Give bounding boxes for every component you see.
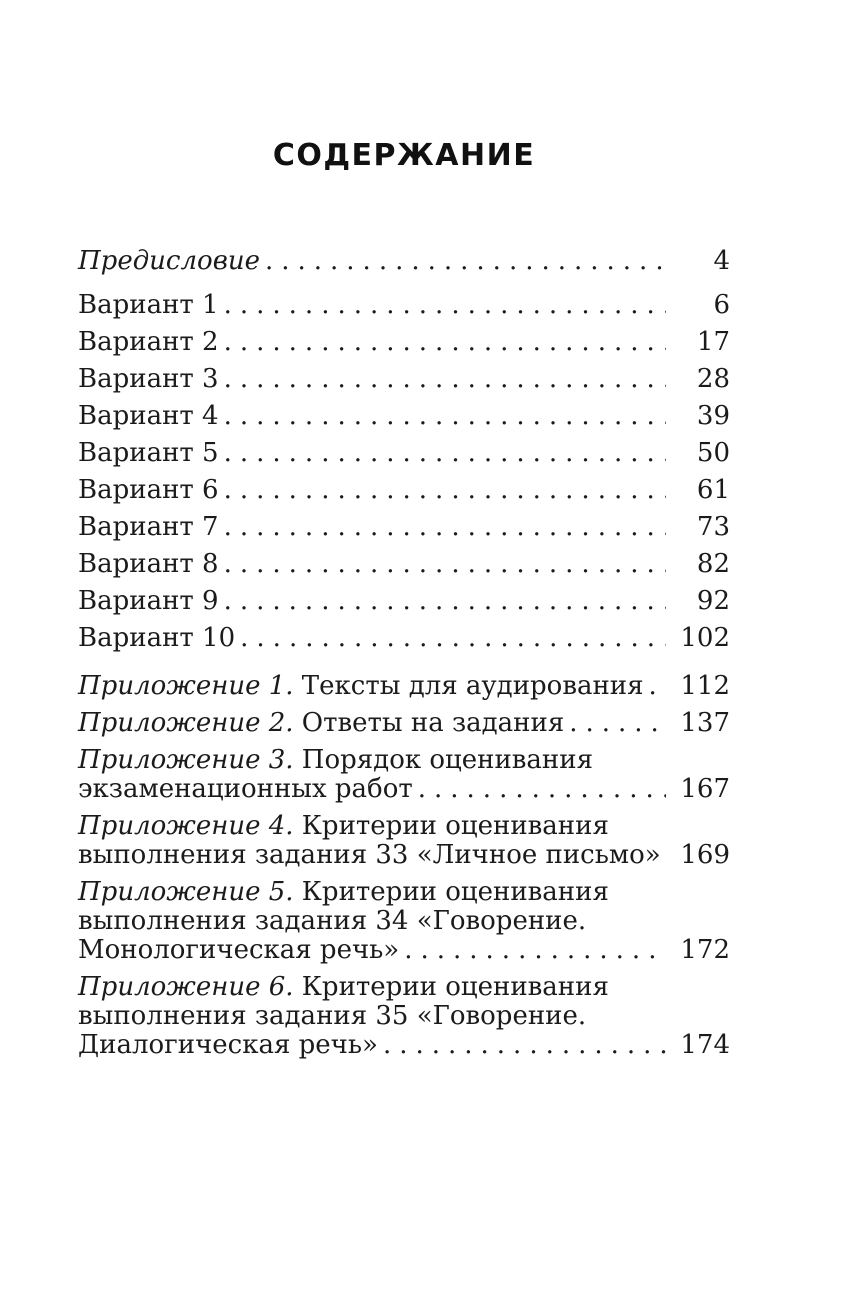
- toc-entry-label: выполнения задания 35 «Говорение.: [78, 1001, 587, 1031]
- page-number: 4: [713, 246, 730, 276]
- toc-entry-line: [78, 513, 730, 542]
- page-number: 174: [680, 1030, 730, 1060]
- toc-entry-label: Критерии оценивания: [293, 877, 609, 907]
- toc-entry-label: Вариант 6: [78, 475, 219, 505]
- page-number: 17: [696, 327, 730, 357]
- page-number: 82: [696, 549, 730, 579]
- toc-entry: [78, 812, 730, 870]
- toc-entry-line: [78, 291, 730, 320]
- page-title: СОДЕРЖАНИЕ: [272, 138, 536, 173]
- toc-entry-label: Тексты для аудирования: [293, 671, 644, 701]
- toc-entry: [78, 365, 730, 394]
- toc-entry: [78, 624, 730, 653]
- toc-entry-line: [78, 439, 730, 468]
- toc-entry-label: Вариант 4: [78, 401, 219, 431]
- page-number: 50: [696, 438, 730, 468]
- toc-entry-label: выполнения задания 33 «Личное письмо»: [78, 840, 661, 870]
- toc-entry: [78, 513, 730, 542]
- toc-entry-label: Диалогическая речь»: [78, 1030, 378, 1060]
- toc-entry-label: Вариант 9: [78, 586, 219, 616]
- dot-leader: [224, 291, 666, 320]
- toc-entry-text: [78, 291, 219, 320]
- toc-entry-line: [78, 709, 730, 738]
- page-number: 169: [680, 840, 730, 870]
- toc-entry: [78, 973, 730, 1060]
- toc-entry-line: [78, 841, 730, 870]
- toc-entry-label: Вариант 8: [78, 549, 219, 579]
- toc-entry-text: [78, 841, 661, 870]
- page-number: 28: [696, 364, 730, 394]
- toc-entry-line: [78, 1002, 730, 1031]
- toc-entry-line: [78, 247, 730, 276]
- toc-entry-label: выполнения задания 34 «Говорение.: [78, 906, 587, 936]
- dot-leader: [224, 476, 666, 505]
- toc-entry-line: [78, 936, 730, 965]
- toc-entry-text: [78, 513, 219, 542]
- dot-leader: [224, 439, 666, 468]
- toc-entry-line: [78, 878, 730, 907]
- dot-leader: [569, 709, 666, 738]
- toc-list: [78, 247, 730, 1060]
- toc-entry-text: [78, 402, 219, 431]
- toc-entry-label-italic: Приложение 4.: [78, 811, 294, 841]
- toc-entry-line: [78, 402, 730, 431]
- toc-entry-line: [78, 672, 730, 701]
- dot-leader: [240, 624, 666, 653]
- toc-entry: [78, 878, 730, 965]
- page-number: 39: [696, 401, 730, 431]
- page-number: 137: [680, 708, 730, 738]
- toc-entry-line: [78, 746, 730, 775]
- toc-entry-text: [78, 247, 260, 276]
- toc-entry-label: Порядок оценивания: [293, 745, 593, 775]
- toc-entry: [78, 709, 730, 738]
- toc-entry: [78, 328, 730, 357]
- page-number: 167: [680, 774, 730, 804]
- toc-entry-label: Критерии оценивания: [293, 972, 609, 1002]
- toc-entry-line: [78, 624, 730, 653]
- toc-entry-line: [78, 587, 730, 616]
- toc-entry: [78, 550, 730, 579]
- toc-entry: [78, 746, 730, 804]
- toc-entry-label-italic: Приложение 2.: [78, 708, 294, 738]
- page-number: 102: [680, 623, 730, 653]
- toc-entry-text: [78, 587, 219, 616]
- toc-entry-text: [78, 936, 399, 965]
- dot-leader: [224, 365, 666, 394]
- toc-entry-text: [78, 550, 219, 579]
- toc-entry-label: Вариант 2: [78, 327, 219, 357]
- toc-entry-line: [78, 775, 730, 804]
- page-number: 6: [713, 290, 730, 320]
- toc-entry-text: [78, 476, 219, 505]
- toc-entry-label: Вариант 10: [78, 623, 236, 653]
- toc-entry-text: [78, 328, 219, 357]
- page-number: 61: [696, 475, 730, 505]
- toc-entry-label: Вариант 3: [78, 364, 219, 394]
- toc-entry: [78, 587, 730, 616]
- page-number: 92: [696, 586, 730, 616]
- toc-entry-text: [78, 775, 413, 804]
- dot-leader: [224, 328, 666, 357]
- toc-entry: [78, 402, 730, 431]
- toc-entry: [78, 439, 730, 468]
- toc-entry-label-italic: Приложение 5.: [78, 877, 294, 907]
- toc-entry-text: [78, 439, 219, 468]
- dot-leader: [404, 936, 666, 965]
- dot-leader: [418, 775, 666, 804]
- toc-entry-label: Ответы на задания: [293, 708, 565, 738]
- toc-entry-label: Монологическая речь»: [78, 935, 400, 965]
- toc-entry-label: Вариант 5: [78, 438, 219, 468]
- toc-entry-text: [78, 624, 235, 653]
- toc-entry: [78, 247, 730, 276]
- toc-entry-label-italic: Приложение 6.: [78, 972, 294, 1002]
- toc-entry-label: экзаменационных работ: [78, 774, 413, 804]
- dot-leader: [265, 247, 666, 276]
- dot-leader: [383, 1031, 666, 1060]
- toc-entry-line: [78, 812, 730, 841]
- dot-leader: [224, 513, 666, 542]
- toc-entry: [78, 476, 730, 505]
- page-number: 172: [680, 935, 730, 965]
- toc-entry-line: [78, 973, 730, 1002]
- toc-entry-line: [78, 1031, 730, 1060]
- dot-leader: [224, 550, 666, 579]
- toc-entry-line: [78, 365, 730, 394]
- toc-entry: [78, 672, 730, 701]
- toc-entry-line: [78, 476, 730, 505]
- toc-entry-text: [78, 365, 219, 394]
- toc-entry-label-italic: Приложение 1.: [78, 671, 294, 701]
- page-number: 73: [696, 512, 730, 542]
- dot-leader: [224, 587, 666, 616]
- toc-entry-text: [78, 672, 644, 701]
- toc-entry-label: Вариант 7: [78, 512, 219, 542]
- toc-entry-line: [78, 550, 730, 579]
- toc-entry-label: Критерии оценивания: [293, 811, 609, 841]
- toc-entry-line: [78, 907, 730, 936]
- toc-entry-line: [78, 328, 730, 357]
- toc-entry-text: [78, 1031, 378, 1060]
- toc-entry-label: Вариант 1: [78, 290, 219, 320]
- toc-entry-label-italic: Приложение 3.: [78, 745, 294, 775]
- page-number: 112: [680, 671, 730, 701]
- toc-entry-label-italic: Предисловие: [78, 246, 260, 276]
- toc-entry: [78, 291, 730, 320]
- dot-leader: [224, 402, 666, 431]
- toc-entry-text: [78, 709, 564, 738]
- dot-leader: [649, 672, 666, 701]
